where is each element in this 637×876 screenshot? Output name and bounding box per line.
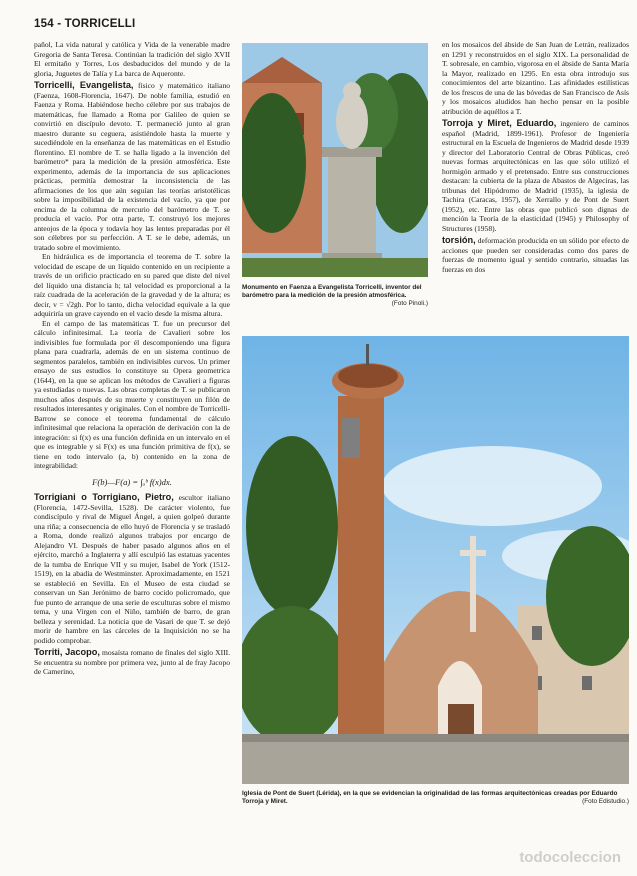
entry-torrigiani [34, 493, 230, 645]
page-number: 154 [34, 18, 54, 30]
entry-paragraph: En hidráulica es de importancia el teorema de T. sobre la velocidad de escape de un líquido contenido en un recipiente a través de un orificio practicado en su pared que diste del nivel del líquido una distancia h; tal velocidad es proporcional a la raíz cuadrada de la aceleración de la gravedad y de la altura; es decir, v = √2gh. Por lo tanto, dicha velocidad equivale a la que adquiriría un grave cayendo en el vacío desde la misma altura. [34, 252, 230, 318]
entry-torriti [34, 648, 230, 677]
monument-caption [242, 284, 428, 309]
caption-text: Monumento en Faenza a Evangelista Torricelli, inventor del barómetro para la medición de la presión atmosférica. [242, 284, 422, 300]
integral-formula: F(b)—F(a) = ∫ₐᵇ f(x)dx. [92, 476, 172, 487]
torricelli-monument-photo [242, 43, 428, 277]
entry-term: Torrigiani o Torrigiano, [34, 492, 140, 502]
church-caption [242, 790, 629, 806]
entry-torricelli [34, 81, 230, 487]
entry-subterm: Pietro, [139, 492, 174, 502]
entry-subterm: Eduardo, [511, 118, 557, 128]
entry-text: escultor italiano (Florencia, 1472-Sevilla, 1528). De carácter violento, fue condiscípulo y rival de Miguel Ángel, a quien golpeó durante una riña; a consecuencia de ello huyó de Florencia y se trasladó a Roma, donde realizó algunos trabajos por encargo de Alejandro VI. Después de haber pasado algunos años en el ejército, marchó a Inglaterra y allí esculpió las estatuas yacentes de la tumba de Enrique VII y su mujer, Isabel de York (1512-1519), en la abadía de Westminster. Aproximadamente, en 1521 se estableció en Sevilla. En el Museo de esta ciudad se conservan un San Jerónimo de barro cocido policromado, que fue punto de arranque de una serie de esculturas sobre el mismo tema, y una Virgen con el Niño, también de barro, de gran belleza y serenidad. La noticia que de Vasari de que T. se dejó morir de hambre en las cárceles de la Inquisición no se ha podido comprobar. [34, 493, 230, 645]
section-title: TORRICELLI [64, 18, 136, 30]
pont-de-suert-church-photo [242, 336, 629, 784]
entry-term: Torroja y Miret, [442, 118, 512, 128]
monument-illustration [242, 43, 428, 277]
caption-text: Iglesia de Pont de Suert (Lérida), en la que se evidencian la originalidad de las formas arquitectónicas creadas por Eduardo Torroja y Miret. [242, 790, 618, 806]
intro-paragraph: pañol, La vida natural y católica y Vida de la venerable madre Gregoria de Santa Teresa. Continúan la tradición del siglo XVII El ermitaño y Torres, Los desbaducidos del mundo y de la gloria, Juguetes de Talía y La barca de Aqueronte. [34, 40, 230, 78]
entry-text: mosaísta romano de finales del siglo XIII. Se encuentra su nombre por primera vez, junto al de fray Jacopo de Camerino, [34, 648, 230, 676]
caption-credit: (Foto Pinoli.) [391, 300, 428, 308]
header-separator: - [53, 18, 65, 30]
intro-paragraph: en los mosaicos del ábside de San Juan de Letrán, realizados en 1291 y reconstruidos en el siglo XIX. La personalidad de T. sobresale, en cambio, vigorosa en el ábside de Santa María la Mayor, realizado en 1295. En esta obra introdujo sus conocimientos del arte bizantino. Las afinidades estilísticas de los frescos de una de las bóvedas de San Francisco de Asís y los mosaicos aludidos han hecho pensar en la posible atribución de aquéllos a T. [442, 40, 629, 116]
left-column [34, 40, 230, 677]
entry-text: ingeniero de caminos español (Madrid, 1899-1961). Profesor de Ingeniería estructural en la Escuela de Ingenieros de Madrid desde 1939 y director del Laboratorio Central de Obras Públicas, creó nuevas formas arquitectónicas en las que sólo utilizó el hormigón armado y el pretensado. Entre sus construcciones destacan: la cubierta de la plaza de Abastos de Algeciras, las tribunas del Hipódromo de Madrid (1935), la iglesia de Tachira (Caracas, 1957), de Xerrallo y de Pont de Suert (1952), etc. Entre las obras que publicó son dignas de mención la Teoría de la elasticidad (1945) y Philosophy of Structures (1958). [442, 119, 629, 233]
entry-torsion [442, 236, 629, 274]
entry-term: torsión, [442, 235, 476, 245]
entry-torroja [442, 119, 629, 233]
entry-term: Torricelli, Evangelista, [34, 80, 134, 90]
church-illustration [242, 336, 629, 784]
entry-text: deformación producida en un sólido por efecto de acciones que pueden ser consideradas como dos pares de fuerzas de momento igual y sentido contrario, situadas las fuerzas en dos [442, 236, 629, 274]
right-column [442, 40, 629, 274]
entry-term: Torriti, Jacopo, [34, 647, 100, 657]
page-header [34, 18, 135, 30]
caption-credit: (Foto Edistudio.) [582, 798, 629, 806]
entry-paragraph: En el campo de las matemáticas T. fue un precursor del cálculo infinitesimal. La teoría de Cavalieri sobre los indivisibles fue formulada por él descomponiendo una figura plana para cuadrarla, además de en un sistema continuo de segmentos paralelos, también en indivisibles curvos. Un primer ensayo de sus estudios lo constituye su Opera geometrica (1644), en la que se aplican los métodos de Cavalieri a figuras ya estudiadas o nuevas. Las obras completas de T. se publicaron muchos años después de su muerte y constituyen un filón de resultados interesantes y originales. Con el nombre de Torricelli-Barrow se conoce el teorema fundamental de cálculo infinitesimal que relaciona la operación de derivación con la de integración: si f(x) es una función definida en un intervalo en el que es integrable y si F(x) es una función primitiva de f(x), se tiene en todo intervalo (a, b) contenido en la zona de integrabilidad: [34, 318, 230, 470]
entry-text: físico y matemático italiano (Faenza, 1608-Florencia, 1647). De noble familia, estudió en Faenza y Roma. Habiéndose hecho célebre por sus trabajos de matemáticas, fue llamado a Roma por Galileo de quien se convirtió en discípulo devoto. T. permaneció junto al gran maestro durante su ceguera, asistiéndole hasta la muerte y sucediéndole en la enseñanza de las matemáticas en el Estudio florentino. El nombre de T. se halla ligado a la invención del barómetro* para la medición de la presión atmosférica. Este experimento, además de la importancia de sus aplicaciones prácticas, permitía demostrar la inconsistencia de las afirmaciones de los que aún seguían las teorías aristotélicas sobre la imposibilidad de la existencia del vacío, ya que por encima de la columna de mercurio del barómetro de T. se producía el vacío. Por otra parte, T. construyó los mejores anteojos de la época y todavía hoy las lentes preparadas por él son célebres por su perfección. A T. se le debe, además, un tratado sobre el movimiento. [34, 81, 230, 252]
watermark: todocoleccion [519, 849, 621, 866]
